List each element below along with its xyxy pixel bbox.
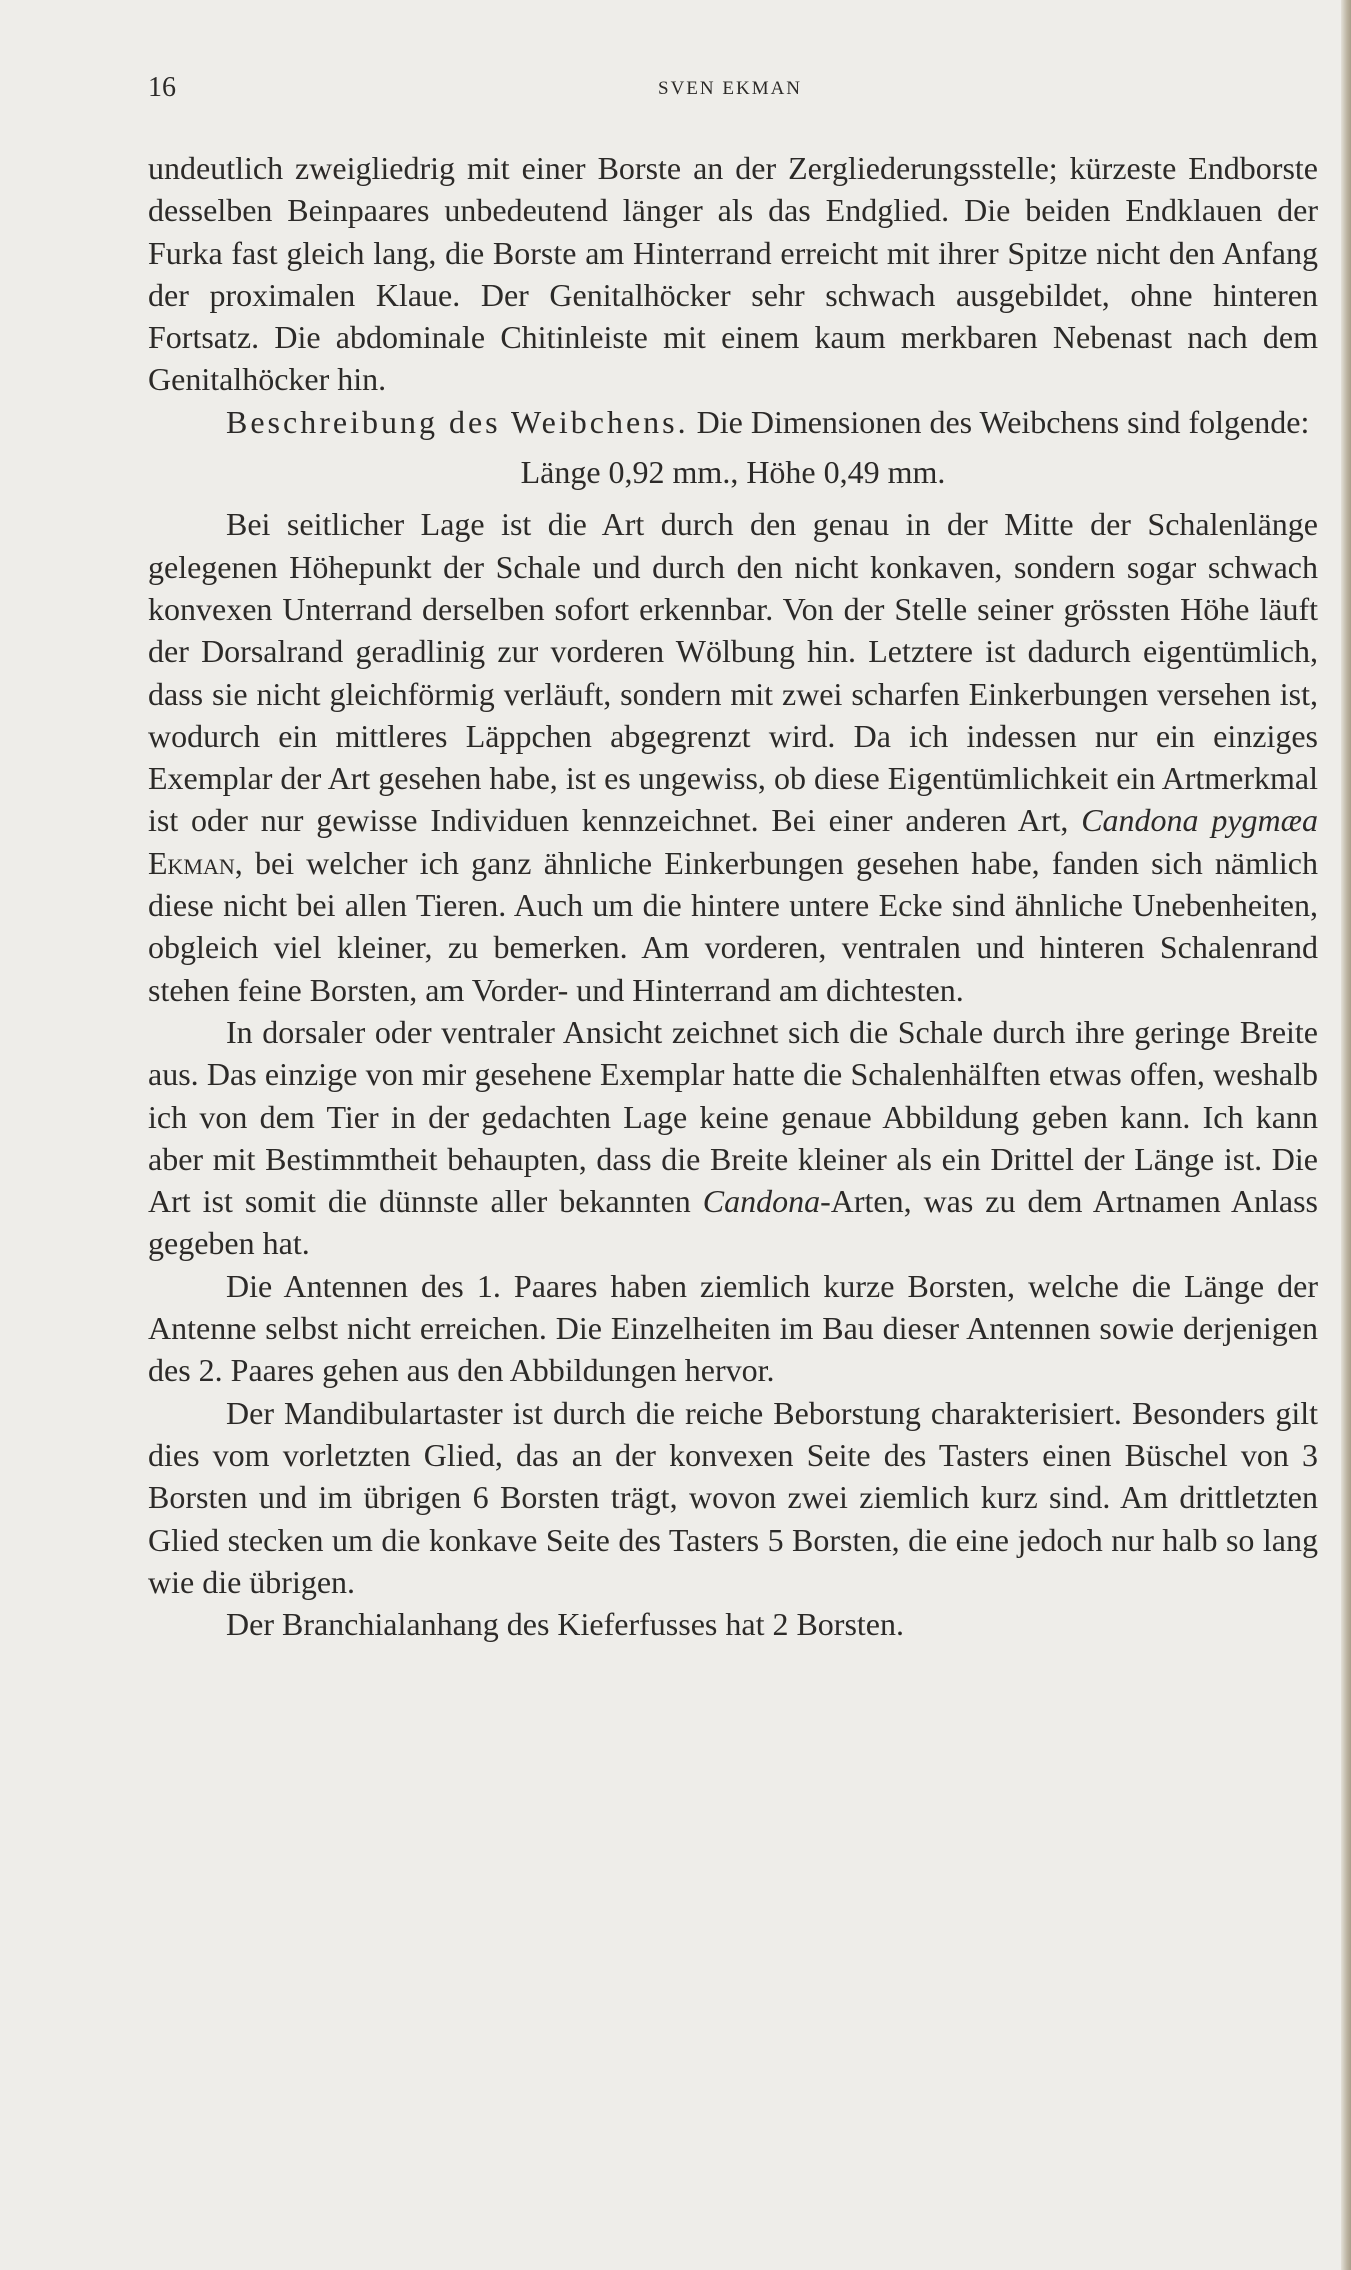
dimensions-text: Länge 0,92 mm., Höhe 0,49 mm. bbox=[520, 454, 946, 491]
paragraph-1-text: undeutlich zweigliedrig mit einer Borste an der Zergliederungsstelle; kürzeste Endborste desselben Beinpaares unbedeutend länger als das Endglied. Die beiden Endklauen der Furka fast gleich lang, die Borste am Hinterrand erreicht mit ihrer Spitze nicht den Anfang der proximalen Klaue. Der Genitalhöcker sehr schwach ausgebildet, ohne hinteren Fortsatz. Die abdominale Chitinleiste mit einem kaum merkbaren Nebenast nach dem Genitalhöcker hin. bbox=[148, 150, 1318, 398]
paragraph-2-text: Die Dimensionen des Weibchens sind folgende: bbox=[688, 403, 1310, 440]
running-head bbox=[148, 72, 1318, 112]
section-heading-female-description: Beschreibung des Weibchens. bbox=[226, 403, 689, 440]
body-text bbox=[148, 147, 1318, 1645]
paragraph-2 bbox=[148, 401, 1318, 443]
paragraph-7 bbox=[148, 1603, 1318, 1645]
paragraph-3-text-b: , bei welcher ich ganz ähnliche Einkerbungen gesehen habe, fanden sich nämlich diese nicht bei allen Tieren. Auch um die hintere untere Ecke sind ähnliche Unebenheiten, obgleich viel kleiner, zu bemerken. Am vorderen, ventralen und hinteren Schalenrand stehen feine Borsten, am Vorder- und Hinterrand am dichtesten. bbox=[148, 844, 1318, 1008]
paragraph-7-text: Der Branchialanhang des Kieferfusses hat 2 Borsten. bbox=[226, 1606, 904, 1643]
paragraph-4-text-b: -Arten, was zu dem Artnamen Anlass gegeben hat. bbox=[148, 1183, 1319, 1262]
paragraph-5 bbox=[148, 1265, 1318, 1392]
paragraph-4-text-a: In dorsaler oder ventraler Ansicht zeichnet sich die Schale durch ihre geringe Breite aus. Das einzige von mir gesehene Exemplar hatte die Schalenhälften etwas offen, weshalb ich von dem Tier in der gedachten Lage keine genaue Abbildung geben kann. Ich kann aber mit Bestimmtheit behaupten, dass die Breite kleiner als ein Drittel der Länge ist. Die Art ist somit die dünnste aller bekannten bbox=[148, 1013, 1318, 1220]
paragraph-4 bbox=[148, 1011, 1318, 1265]
page-number: 16 bbox=[148, 72, 176, 103]
running-title: SVEN EKMAN bbox=[658, 78, 803, 99]
page-edge-shadow bbox=[1341, 0, 1351, 2270]
paragraph-6-text: Der Mandibulartaster ist durch die reiche Beborstung charakterisiert. Besonders gilt dies vom vorletzten Glied, das an der konvexen Seite des Tasters einen Büschel von 3 Borsten und im übrigen 6 Borsten trägt, wovon zwei ziemlich kurz sind. Am drittletzten Glied stecken um die konkave Seite des Tasters 5 Borsten, die eine jedoch nur halb so lang wie die übrigen. bbox=[148, 1394, 1318, 1600]
paragraph-3 bbox=[148, 503, 1318, 1011]
species-name: Candona pygmæa bbox=[1081, 802, 1319, 839]
paragraph-5-text: Die Antennen des 1. Paares haben ziemlich kurze Borsten, welche die Länge der Antenne selbst nicht erreichen. Die Einzelheiten im Bau dieser Antennen sowie derjenigen des 2. Paares gehen aus den Abbildungen hervor. bbox=[148, 1267, 1318, 1389]
dimensions-line bbox=[148, 451, 1318, 493]
genus-name: Candona bbox=[702, 1183, 821, 1220]
paragraph-1 bbox=[148, 147, 1318, 401]
paragraph-3-text-a: Bei seitlicher Lage ist die Art durch den genau in der Mitte der Schalenlänge gelegenen Höhepunkt der Schale und durch den nicht konkaven, sondern sogar schwach konvexen Unterrand derselben sofort erkennbar. Von der Stelle seiner grössten Höhe läuft der Dorsalrand geradlinig zur vorderen Wölbung hin. Letztere ist dadurch eigentümlich, dass sie nicht gleichförmig verläuft, sondern mit zwei scharfen Einkerbungen versehen ist, wodurch ein mittleres Läppchen abgegrenzt wird. Da ich indessen nur ein einziges Exemplar der Art gesehen habe, ist es ungewiss, ob diese Eigentümlichkeit ein Artmerkmal ist oder nur gewisse Individuen kennzeichnet. Bei einer anderen Art, bbox=[148, 506, 1318, 839]
paragraph-6 bbox=[148, 1392, 1318, 1603]
species-author: Ekman bbox=[148, 844, 235, 881]
